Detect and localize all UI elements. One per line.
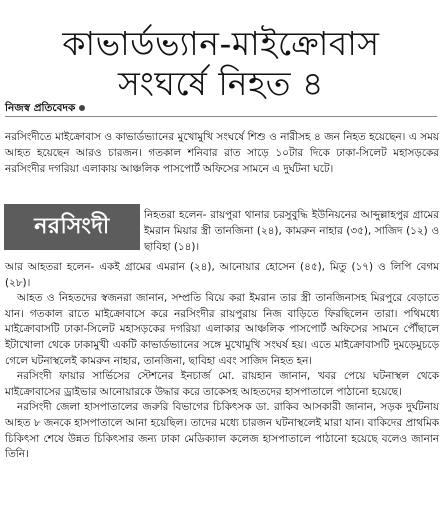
headline-line-2: সংঘর্ষে নিহত ৪ — [118, 64, 324, 104]
details-paragraph: আহত ও নিহতদের স্বজনরা জানান, সম্প্রতি বিয়ে করা ইমরান তার স্ত্রী তানজিনাসহ মিরপুরে বেড়াতে যান। গতকাল রাতে মাইক্রোবাসে করে নরসিংদীর রায়পুরায় নিজ বাড়িতে ফিরছিলেন তারা। পথিমধ্যে মাইক্রোবাসটি ঢাকা-সিলেট মহাসড়কের দগরিয়া এলাকার আঞ্চলিক পাসপোর্ট অফিসের সামনে পৌঁছালে ইটাখোলা থেকে ঢাকামুখী একটি কাভার্ডভ্যানের সঙ্গে মুখোমুখি সংঘর্ষ হয়। এতে মাইক্রোবাসটি দুমড়েমুচড়ে গেলে ঘটনাস্থলেই কামরুন নাহার, তানজিনা, ছাবিহা এবং সাজিদ নিহত হন। — [5, 292, 439, 367]
intro-paragraph: নরসিংদীতে মাইক্রোবাস ও কাভার্ডভ্যানের মুখোমুখি সংঘর্ষে শিশু ও নারীসহ ৪ জন নিহত হয়েছেন। এ সময় আহত হয়েছেন আরও চারজন। গতকাল শনিবার রাত সাড়ে ১০টার দিকে ঢাকা-সিলেট মহাসড়কের নরসিংদীর দগরিয়া এলাকায় আঞ্চলিক পাসপোর্ট অফিসের সামনে এ দুর্ঘটনা ঘটে। — [5, 131, 439, 175]
victims-paragraph: নিহতরা হলেন- রায়পুরা থানার চরসুবুদ্ধি ইউনিয়নের আব্দুল্লাহপুর গ্রামের ইমরান মিয়ার স্ত্রী তানজিনা (২৪), কামরুন নাহার (৩৫), সাজিদ (১২) ও ছাবিহা (১৪)। — [144, 209, 439, 253]
hospital-paragraph: নরসিংদী জেলা হাসপাতালের জরুরি বিভাগের চিকিৎসক ডা. রাকিব আসকারী জানান, সড়ক দুর্ঘটনায় আহত ৮ জনকে হাসপাতালে আনা হয়েছিল। তাদের মধ্যে চারজন ঘটনাস্থলেই মারা যান। বাকিদের প্রাথমিক চিকিৎসা শেষে উন্নত চিকিৎসার জন্য ঢাকা মেডিক্যাল কলেজ হাসপাতালে পাঠানো হয়েছে বলেও জানান তিনি। — [5, 401, 439, 461]
article-body — [5, 260, 439, 463]
headline-line-1: কাভার্ডভ্যান-মাইক্রোবাস — [62, 24, 380, 64]
injured-paragraph: আর আহতরা হলেন- একই গ্রামের এমরান (২৪), আনোয়ার হোসেন (৪৫), মিতু (১৭) ও লিপি বেগম (২৮)। — [5, 261, 439, 289]
bullet-icon — [79, 105, 85, 111]
headline — [0, 24, 442, 104]
fire-service-paragraph: নরসিংদী ফায়ার সার্ভিসের স্টেশনের ইনচার্জ মো. রায়হান জানান, খবর পেয়ে ঘটনাস্থল থেকে মাইক্রোবাসের ড্রাইভার আনোয়ারকে উদ্ধার করে তাকেসহ আহতদের হাসপাতালে পাঠানো হয়েছে। — [5, 370, 439, 398]
byline-divider — [5, 116, 437, 117]
byline-text: নিজস্ব প্রতিবেদক — [5, 102, 76, 114]
location-tag: নরসিংদী — [4, 204, 140, 250]
